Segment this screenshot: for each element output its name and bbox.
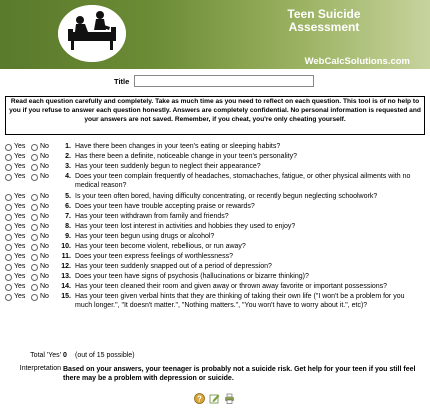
no-radio[interactable] xyxy=(31,234,38,241)
no-label: No xyxy=(40,193,49,200)
no-radio[interactable] xyxy=(31,214,38,221)
yes-radio[interactable] xyxy=(5,174,12,181)
yes-radio[interactable] xyxy=(5,244,12,251)
title-input[interactable] xyxy=(134,75,314,87)
no-label: No xyxy=(40,213,49,220)
yes-radio[interactable] xyxy=(5,234,12,241)
question-text: Has your teen suddenly snapped out of a period of depression? xyxy=(75,263,272,270)
interpretation-label: Interpretation xyxy=(19,365,61,372)
question-text: Does your teen complain frequently of headaches, stomachaches, fatigue, or other physical ailments with no medical reason? xyxy=(75,173,411,189)
total-yes-label: Total 'Yes' xyxy=(30,352,61,359)
title-label: Title xyxy=(114,77,130,86)
question-text: Does your teen have trouble accepting praise or rewards? xyxy=(75,203,255,210)
yes-label: Yes xyxy=(14,233,26,240)
question-number: 5. xyxy=(65,193,71,200)
question-number: 6. xyxy=(65,203,71,210)
svg-text:?: ? xyxy=(197,394,202,404)
yes-radio[interactable] xyxy=(5,284,12,291)
question-number: 3. xyxy=(65,163,71,170)
no-radio[interactable] xyxy=(31,284,38,291)
no-radio[interactable] xyxy=(31,204,38,211)
yes-label: Yes xyxy=(14,163,26,170)
yes-radio[interactable] xyxy=(5,294,12,301)
question-text: Has your teen begun using drugs or alcohol? xyxy=(75,233,215,240)
yes-label: Yes xyxy=(14,263,26,270)
no-radio[interactable] xyxy=(31,174,38,181)
no-label: No xyxy=(40,203,49,210)
question-text: Is your teen often bored, having difficulty concentrating, or recently begun neglecting schoolwork? xyxy=(75,193,378,200)
no-radio[interactable] xyxy=(31,244,38,251)
question-text: Have there been changes in your teen's eating or sleeping habits? xyxy=(75,143,281,150)
no-label: No xyxy=(40,243,49,250)
no-label: No xyxy=(40,293,49,300)
no-label: No xyxy=(40,263,49,270)
question-number: 7. xyxy=(65,213,71,220)
instructions-box: Read each question carefully and completely. Take as much time as you need to reflect on each question. This tool is of no help to you if you refuse to answer each question honestly. Answers are completely confidential. No personal information is requested and your answers are not saved. Remember, if you cheat, you're only cheating yourself. xyxy=(5,96,425,135)
no-label: No xyxy=(40,273,49,280)
question-text: Has your teen become violent, rebellious, or run away? xyxy=(75,243,246,250)
no-label: No xyxy=(40,143,49,150)
no-radio[interactable] xyxy=(31,224,38,231)
yes-radio[interactable] xyxy=(5,214,12,221)
total-yes-note: (out of 15 possible) xyxy=(75,352,135,359)
yes-radio[interactable] xyxy=(5,254,12,261)
no-label: No xyxy=(40,153,49,160)
interpretation-text: Based on your answers, your teenager is probably not a suicide risk. Get help for your teen if you still feel there may be a problem with depression or suicide. xyxy=(63,366,416,382)
no-label: No xyxy=(40,253,49,260)
question-text: Does your teen have signs of psychosis (hallucinations or bizarre thinking)? xyxy=(75,273,309,280)
no-radio[interactable] xyxy=(31,164,38,171)
question-number: 2. xyxy=(65,153,71,160)
couch-silhouette-logo xyxy=(58,5,126,62)
site-link[interactable]: WebCalcSolutions.com xyxy=(304,56,410,67)
yes-label: Yes xyxy=(14,193,26,200)
no-radio[interactable] xyxy=(31,274,38,281)
no-label: No xyxy=(40,233,49,240)
yes-radio[interactable] xyxy=(5,204,12,211)
yes-radio[interactable] xyxy=(5,144,12,151)
question-number: 8. xyxy=(65,223,71,230)
question-number: 11. xyxy=(61,253,71,260)
yes-label: Yes xyxy=(14,283,26,290)
no-radio[interactable] xyxy=(31,264,38,271)
yes-label: Yes xyxy=(14,173,26,180)
question-text: Does your teen express feelings of worthlessness? xyxy=(75,253,233,260)
question-number: 15. xyxy=(61,293,71,300)
yes-label: Yes xyxy=(14,293,26,300)
yes-label: Yes xyxy=(14,273,26,280)
yes-label: Yes xyxy=(14,143,26,150)
yes-label: Yes xyxy=(14,153,26,160)
header-banner xyxy=(0,0,430,69)
question-text: Has your teen suddenly begun to neglect their appearance? xyxy=(75,163,261,170)
no-radio[interactable] xyxy=(31,294,38,301)
no-radio[interactable] xyxy=(31,194,38,201)
yes-radio[interactable] xyxy=(5,164,12,171)
yes-radio[interactable] xyxy=(5,274,12,281)
question-text: Has your teen cleaned their room and given away or thrown away favorite or important possessions? xyxy=(75,283,388,290)
no-label: No xyxy=(40,173,49,180)
no-label: No xyxy=(40,163,49,170)
yes-radio[interactable] xyxy=(5,264,12,271)
yes-radio[interactable] xyxy=(5,194,12,201)
title-row xyxy=(0,75,430,89)
no-radio[interactable] xyxy=(31,154,38,161)
app-title-line2: Assessment xyxy=(288,20,360,34)
app-title-line1: Teen Suicide xyxy=(287,7,361,21)
yes-label: Yes xyxy=(14,203,26,210)
yes-label: Yes xyxy=(14,223,26,230)
question-text: Has your teen lost interest in activities and hobbies they used to enjoy? xyxy=(75,223,296,230)
edit-icon[interactable] xyxy=(209,393,220,404)
no-label: No xyxy=(40,283,49,290)
yes-label: Yes xyxy=(14,213,26,220)
question-number: 12. xyxy=(61,263,71,270)
question-number: 14. xyxy=(61,283,71,290)
yes-radio[interactable] xyxy=(5,154,12,161)
no-radio[interactable] xyxy=(31,144,38,151)
question-number: 1. xyxy=(65,143,71,150)
yes-label: Yes xyxy=(14,253,26,260)
total-yes-value: 0 xyxy=(63,352,67,359)
question-text: Has your teen given verbal hints that they are thinking of taking their own life ("I won't be a problem for you much longer.", "It doesn't matter.", "Nothing matters.", "You won't have to worry about it.", etc)? xyxy=(75,293,405,309)
question-text: Has there been a definite, noticeable change in your teen's personality? xyxy=(75,153,297,160)
question-text: Has your teen withdrawn from family and friends? xyxy=(75,213,229,220)
help-icon[interactable] xyxy=(194,393,205,404)
question-number: 13. xyxy=(61,273,71,280)
no-radio[interactable] xyxy=(31,254,38,261)
question-number: 10. xyxy=(61,243,71,250)
app-title xyxy=(249,8,399,34)
yes-label: Yes xyxy=(14,243,26,250)
question-number: 4. xyxy=(65,173,71,180)
yes-radio[interactable] xyxy=(5,224,12,231)
no-label: No xyxy=(40,223,49,230)
print-icon[interactable] xyxy=(224,393,235,404)
question-number: 9. xyxy=(65,233,71,240)
